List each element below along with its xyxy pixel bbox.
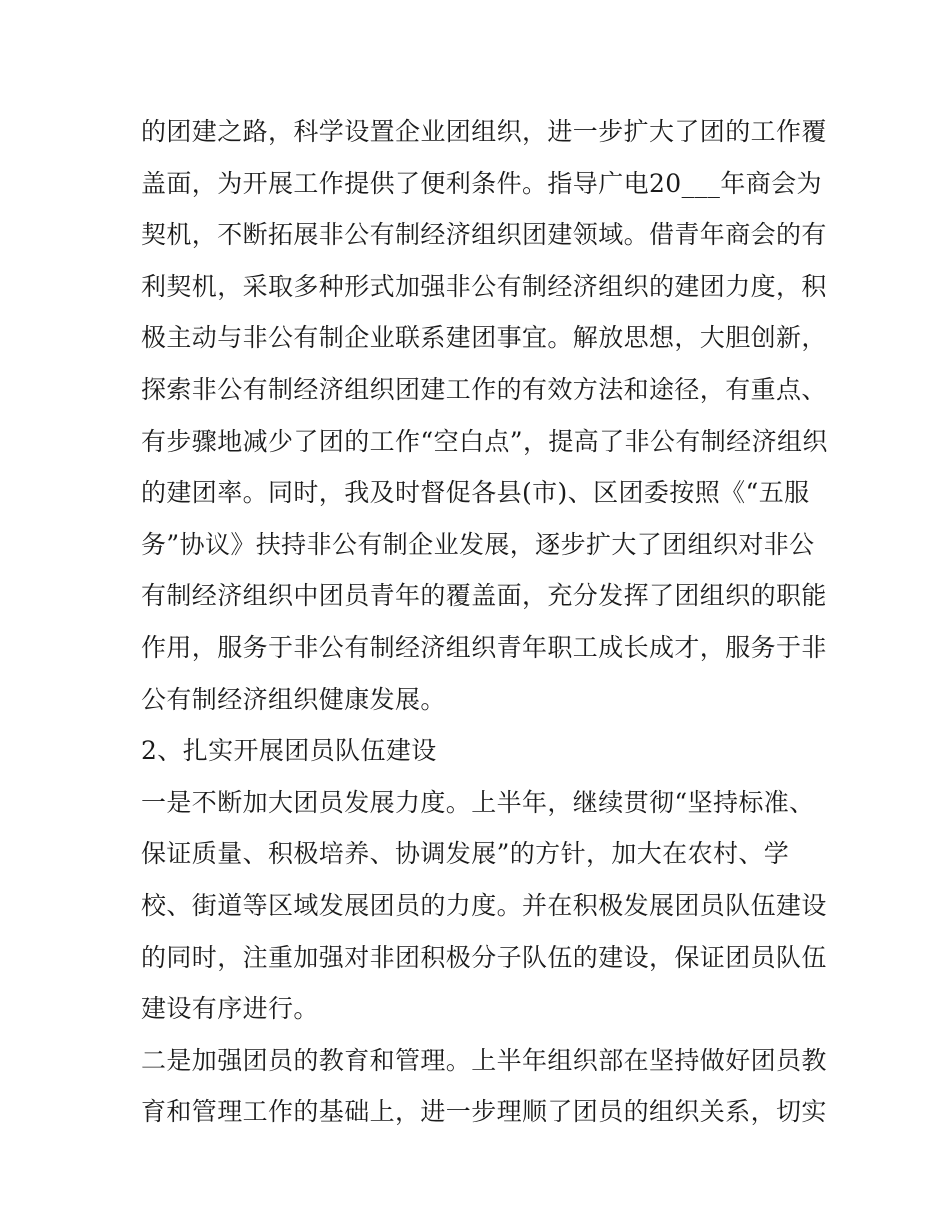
text-line: 极主动与非公有制企业联系建团事宜。解放思想，大胆创新，: [141, 323, 827, 353]
text-line: 利契机，采取多种形式加强非公有制经济组织的建团力度，积: [141, 271, 827, 301]
text-line: 的团建之路，科学设置企业团组织，进一步扩大了团的工作覆: [141, 117, 827, 146]
text-line: 建设有序进行。: [141, 994, 319, 1024]
text-line: 盖面，为开展工作提供了便利条件。指导广电20___年商会为: [141, 168, 822, 198]
document-body: [141, 106, 828, 1138]
text-line: 育和管理工作的基础上，进一步理顺了团员的组织关系，切实: [141, 1097, 827, 1127]
text-line: 的建团率。同时，我及时督促各县(市)、区团委按照《“五服: [141, 478, 810, 508]
text-line: 有步骤地减少了团的工作“空白点”，提高了非公有制经济组织: [141, 426, 828, 456]
text-line: 务”协议》扶持非公有制企业发展，逐步扩大了团组织对非公: [141, 529, 815, 559]
text-line: 契机，不断拓展非公有制经济组织团建领域。借青年商会的有: [141, 220, 827, 250]
text-line: 作用，服务于非公有制经济组织青年职工成长成才，服务于非: [141, 632, 827, 662]
section-heading: 2、扎实开展团员队伍建设: [141, 736, 437, 766]
text-line: 有制经济组织中团员青年的覆盖面，充分发挥了团组织的职能: [141, 581, 827, 611]
text-line: 的同时，注重加强对非团积极分子队伍的建设，保证团员队伍: [141, 942, 827, 972]
text-line: 校、街道等区域发展团员的力度。并在积极发展团员队伍建设: [141, 890, 827, 920]
text-line: 探索非公有制经济组织团建工作的有效方法和途径，有重点、: [141, 374, 827, 404]
text-line: 一是不断加大团员发展力度。上半年，继续贯彻“坚持标准、: [141, 787, 815, 817]
text-line: 保证质量、积极培养、协调发展”的方针，加大在农村、学: [141, 839, 790, 869]
text-line: 二是加强团员的教育和管理。上半年组织部在坚持做好团员教: [141, 1045, 827, 1075]
text-line: 公有制经济组织健康发展。: [141, 684, 446, 714]
